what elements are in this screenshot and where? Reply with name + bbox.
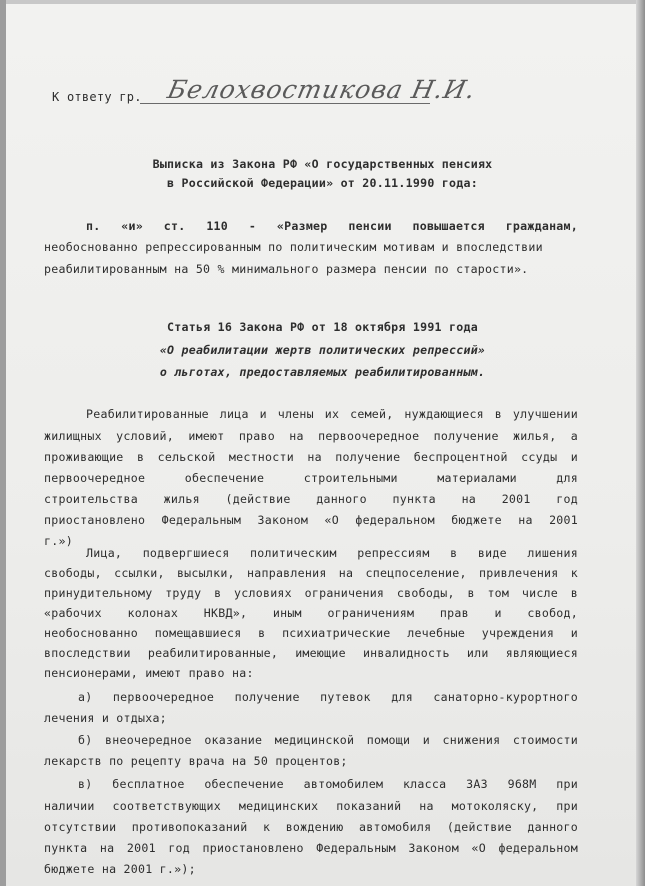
paragraph2-line4: «рабочих колонах НКВД», иным ограничениям прав и свобод,	[44, 606, 578, 620]
paragraph2-line2: свободы, ссылки, высылки, направления на спецпоселение, привлечения к	[44, 566, 578, 580]
item-v-line4: пункта на 2001 год приостановлено Федеральным Законом «О федеральном	[44, 841, 578, 855]
paragraph1-line1: Реабилитированные лица и члены их семей, нуждающиеся в улучшении	[86, 407, 578, 421]
scan-edge-top	[0, 0, 645, 4]
paragraph2-line3: принудительному труду в условиях ограничения свободы, в том числе в	[44, 586, 578, 600]
paragraph1-line7: г.»)	[44, 534, 73, 548]
paragraph1-line6: приостановлено Федеральным Законом «О федеральном бюджете на 2001	[44, 513, 578, 527]
article16-title-line1: Статья 16 Закона РФ от 18 октября 1991 года	[167, 320, 478, 334]
item-a-line1: а) первоочередное получение путевок для санаторно-курортного	[78, 690, 578, 704]
item-v-line2: наличии соответствующих медицинских показаний на мотоколяску, при	[44, 799, 578, 813]
recipient-handwritten-name: Белохвостикова Н.И.	[164, 75, 479, 104]
item-a-line2: лечения и отдыха;	[44, 711, 167, 725]
paragraph2-line1: Лица, подвергшиеся политическим репрессиям в виде лишения	[86, 546, 578, 560]
extract-title-line2: в Российской Федерации» от 20.11.1990 года:	[167, 176, 478, 190]
answer-prefix: К ответу гр.	[52, 90, 142, 104]
paragraph1-line3: проживающие в сельской местности на получение беспроцентной ссуды и	[44, 450, 578, 464]
paragraph2-line5: необоснованно помещавшиеся в психиатрические лечебные учреждения и	[44, 626, 578, 640]
item-b-line1: б) внеочередное оказание медицинской помощи и снижения стоимости	[78, 733, 578, 747]
paragraph1-line4: первоочередное обеспечение строительными материалами для	[44, 471, 578, 485]
item-b-line2: лекарств по рецепту врача на 50 процентов;	[44, 754, 348, 768]
paragraph2-line7: пенсионерами, имеют право на:	[44, 666, 254, 680]
paragraph1-line5: строительства жилья (действие данного пункта на 2001 год	[44, 492, 578, 506]
extract-title-line1: Выписка из Закона РФ «О государственных пенсиях	[152, 157, 493, 171]
paragraph2-line6: впоследствии реабилитированные, имеющие инвалидность или являющиеся	[44, 646, 578, 660]
item-v-line5: бюджете на 2001 г.»);	[44, 862, 196, 876]
clause-110-line1: п. «и» ст. 110 - «Размер пенсии повышается гражданам,	[86, 219, 578, 233]
paragraph1-line2: жилищных условий, имеют право на первоочередное получение жилья, а	[44, 429, 578, 443]
article16-title-line2: «О реабилитации жертв политических репрессий»	[159, 343, 486, 357]
item-v-line1: в) бесплатное обеспечение автомобилем класса ЗАЗ 968М при	[78, 777, 578, 791]
scan-edge-right	[636, 0, 645, 886]
clause-110-line3: реабилитированным на 50 % минимального размера пенсии по старости».	[44, 262, 529, 276]
clause-110-line2: необоснованно репрессированным по политическим мотивам и впоследствии	[44, 240, 543, 254]
article16-title-line3: о льготах, предоставляемых реабилитированным.	[159, 365, 486, 379]
scan-edge-left	[0, 0, 6, 886]
item-v-line3: отсутствии противопоказаний к вождению автомобиля (действие данного	[44, 820, 578, 834]
